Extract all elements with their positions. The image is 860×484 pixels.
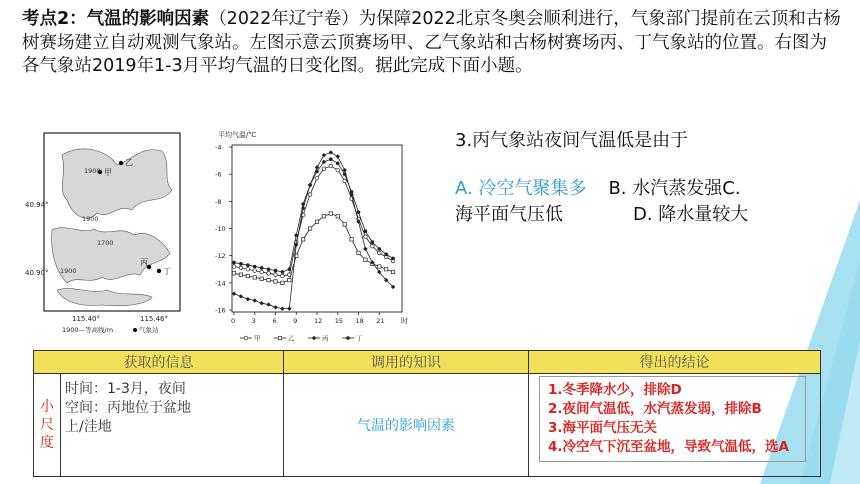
- data-point: [315, 220, 318, 223]
- legend-marker: [312, 336, 316, 340]
- y-tick-label: -16: [215, 306, 226, 315]
- contour-label-1: 1900: [84, 167, 101, 175]
- data-point: [246, 297, 250, 301]
- info-cell: [61, 374, 284, 477]
- data-point: [329, 212, 332, 215]
- contour-label-4: 1900: [60, 267, 77, 275]
- map-legend-contour: 1900—等高线/m: [62, 326, 114, 334]
- data-point: [246, 274, 249, 277]
- series-line-1: [234, 166, 393, 276]
- y-tick-label: -10: [215, 225, 226, 233]
- row-label-char: 度: [40, 435, 54, 451]
- conclusion-line: 1.冬季降水少，排除D: [548, 382, 682, 398]
- x-tick-label: 12: [314, 317, 323, 325]
- data-point: [322, 160, 326, 164]
- legend-label: 丁: [356, 334, 363, 343]
- y-tick-label: -8: [215, 197, 222, 206]
- data-point: [350, 190, 354, 194]
- data-point: [301, 238, 304, 241]
- data-point: [239, 262, 243, 266]
- data-point: [239, 266, 243, 270]
- conclusion-line: 4.冷空气下沉至盆地，导致气温低，选A: [548, 439, 789, 455]
- data-point: [232, 272, 235, 275]
- data-point: [371, 240, 375, 244]
- temperature-chart: [215, 130, 408, 343]
- data-point: [274, 280, 277, 283]
- data-point: [281, 270, 285, 274]
- question-stem: [22, 8, 842, 79]
- data-point: [232, 292, 236, 296]
- header-info: 获取的信息: [123, 355, 194, 371]
- station-jia-label: 甲: [104, 168, 112, 177]
- data-point: [287, 306, 291, 310]
- data-point: [274, 273, 278, 277]
- legend-marker: [346, 336, 350, 340]
- data-point: [377, 247, 381, 251]
- data-point: [260, 270, 264, 274]
- data-point: [343, 223, 346, 226]
- data-point: [391, 270, 394, 273]
- data-point: [315, 170, 319, 174]
- options: [455, 176, 835, 228]
- header-conclusion: 得出的结论: [639, 355, 710, 371]
- lon-left-label: 115.40°: [72, 315, 100, 323]
- legend-marker: [244, 336, 248, 340]
- row-label: [34, 374, 61, 477]
- topic-label: 考点2：气温的影响因素: [22, 9, 210, 29]
- data-point: [260, 266, 264, 270]
- data-point: [260, 277, 263, 280]
- conclusion-line: 2.夜间气温低，水汽蒸发弱，排除B: [548, 401, 762, 417]
- data-point: [357, 251, 360, 254]
- x-tick-label: 21: [376, 317, 385, 325]
- data-point: [322, 215, 325, 218]
- data-point: [301, 202, 305, 206]
- data-point: [267, 267, 271, 271]
- data-point: [280, 306, 284, 310]
- data-point: [308, 183, 312, 187]
- data-point: [266, 302, 270, 306]
- data-point: [377, 251, 381, 255]
- legend-marker: [278, 336, 281, 339]
- row-label-char: 小: [40, 399, 54, 415]
- lat-bottom-label: 40.90°: [25, 269, 49, 277]
- data-point: [253, 265, 257, 269]
- data-point: [322, 153, 326, 157]
- data-point: [336, 215, 339, 218]
- data-point: [267, 278, 270, 281]
- data-point: [239, 294, 243, 298]
- data-point: [343, 172, 347, 176]
- data-point: [246, 267, 250, 271]
- data-point: [336, 162, 340, 166]
- data-point: [329, 164, 333, 168]
- station-bing-label: 丙: [140, 258, 148, 267]
- data-point: [288, 267, 292, 271]
- data-point: [364, 229, 368, 233]
- data-point: [329, 157, 333, 161]
- x-tick-label: 18: [355, 317, 364, 325]
- option-c[interactable]: 海平面气压低: [455, 204, 563, 225]
- lon-right-label: 115.46°: [140, 315, 168, 323]
- info-line: 空间：丙地位于盆地: [65, 400, 191, 416]
- data-point: [329, 150, 333, 154]
- data-point: [267, 272, 271, 276]
- data-point: [364, 235, 368, 239]
- data-point: [364, 258, 367, 261]
- conclusion-line: 3.海平面气压无关: [548, 420, 658, 436]
- data-point: [322, 167, 326, 171]
- option-d[interactable]: D. 降水量较大: [633, 204, 749, 225]
- question-3: 3.丙气象站夜间气温低是由于: [455, 130, 689, 151]
- data-point: [273, 305, 277, 309]
- y-tick-label: -4: [215, 143, 222, 152]
- data-point: [253, 298, 257, 302]
- conclusion-cell: [529, 374, 821, 477]
- info-line: 时间：1-3月，夜间: [65, 381, 186, 397]
- y-tick-label: -12: [215, 252, 226, 261]
- data-point: [253, 276, 256, 279]
- data-point: [391, 257, 395, 261]
- y-tick-label: -14: [215, 279, 226, 288]
- y-tick-label: -6: [215, 170, 222, 179]
- contour-label-3: 1900: [82, 215, 99, 223]
- data-point: [239, 273, 242, 276]
- data-point: [294, 233, 298, 237]
- row-label-char: 尺: [40, 417, 54, 433]
- data-point: [384, 253, 388, 257]
- option-b[interactable]: B. 水汽蒸发强C.: [608, 178, 741, 199]
- data-point: [288, 278, 291, 281]
- series-line-2: [234, 214, 393, 283]
- data-point: [281, 281, 284, 284]
- data-point: [315, 176, 319, 180]
- data-point: [363, 247, 367, 251]
- data-point: [357, 210, 361, 214]
- data-point: [232, 265, 236, 269]
- option-a[interactable]: A. 冷空气聚集多: [455, 178, 587, 199]
- lat-top-label: 40.94°: [25, 201, 49, 209]
- table-row: [34, 374, 821, 477]
- data-point: [350, 238, 353, 241]
- stem-text: （2022年辽宁卷）为保障2022北京冬奥会顺利进行，气象部门提前在云顶和古杨树赛场建立自动观测气象站。左图示意云顶赛场甲、乙气象站和古杨树赛场丙、丁气象站的位置。右图为各气象站2019年1-3月平均气温的日变化图。据此完成下面小题。: [22, 9, 841, 76]
- data-point: [378, 265, 381, 268]
- data-point: [246, 263, 250, 267]
- data-point: [336, 154, 340, 158]
- chart-xlabel: 时: [401, 317, 408, 325]
- data-point: [308, 227, 311, 230]
- x-tick-label: 9: [293, 317, 298, 325]
- map-figure: [22, 125, 416, 345]
- data-point: [281, 274, 285, 278]
- contour-label-2: 1700: [97, 239, 114, 247]
- station-yi-label: 乙: [125, 158, 133, 167]
- data-point: [336, 168, 340, 172]
- data-point: [308, 193, 312, 197]
- legend-label: 乙: [288, 334, 295, 343]
- info-line: 上/洼地: [65, 419, 112, 435]
- knowledge-cell: 气温的影响因素: [284, 374, 529, 477]
- x-tick-label: 15: [334, 317, 344, 325]
- data-point: [384, 268, 387, 271]
- station-ding-label: 丁: [163, 267, 171, 276]
- table-header-row: [34, 351, 821, 374]
- data-point: [343, 179, 347, 183]
- x-tick-label: 6: [272, 317, 277, 325]
- x-tick-label: 0: [231, 317, 236, 325]
- data-point: [371, 244, 375, 248]
- legend-label: 甲: [254, 334, 261, 343]
- chart-ylabel: 平均气温/℃: [218, 131, 257, 139]
- series-line-3: [234, 152, 393, 308]
- figure-panel: [22, 125, 416, 345]
- data-point: [259, 301, 263, 305]
- analysis-table: [33, 350, 821, 477]
- data-point: [232, 261, 236, 265]
- map-legend-station: 气象站: [139, 326, 159, 334]
- header-knowledge: 调用的知识: [371, 355, 441, 371]
- legend-label: 丙: [322, 334, 329, 343]
- data-point: [274, 269, 278, 273]
- x-tick-label: 3: [251, 317, 256, 325]
- conclusion-box: [539, 376, 806, 462]
- data-point: [253, 269, 257, 273]
